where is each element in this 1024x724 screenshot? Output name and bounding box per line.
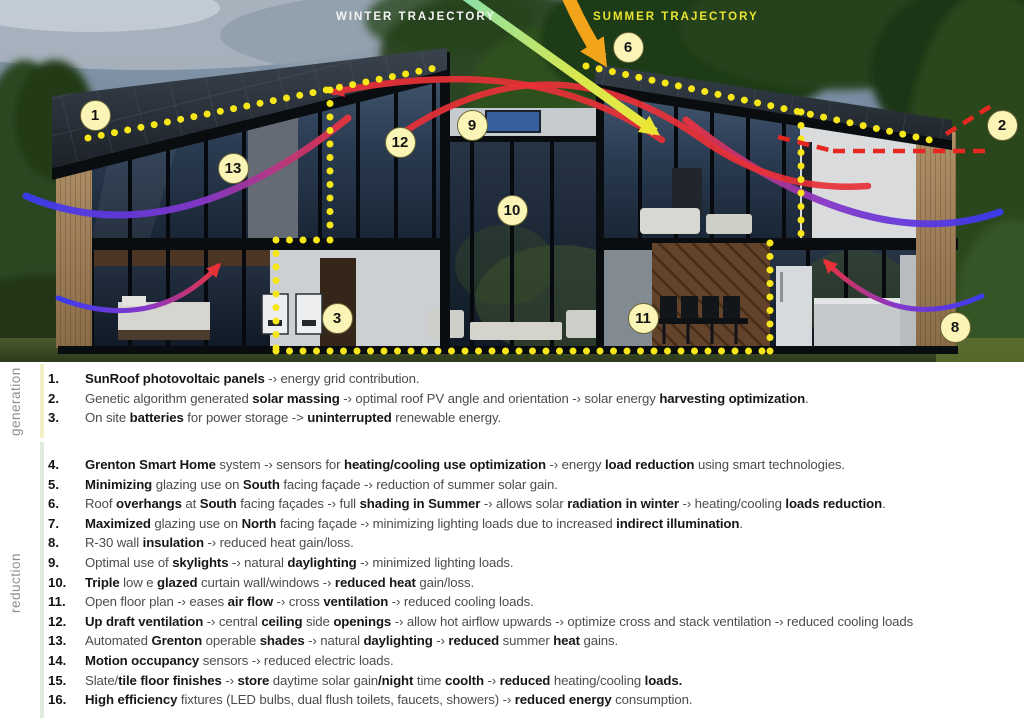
legend-item: 3. On site batteries for power storage -> uninterrupted renewable energy. [48,410,502,426]
callout-6: 6 [613,32,644,63]
skylight [486,111,540,132]
battery-unit [296,294,322,334]
legend-item: 12. Up draft ventilation -› central ceiling side openings -› allow hot airflow upwards -› optimize cross and stack ventilation -› reduced cooling loads [48,613,914,629]
legend-item: 8. R-30 wall insulation -› reduced heat gain/loss. [48,535,354,551]
reduction-label: reduction [8,552,23,614]
bed [118,302,210,330]
callout-1: 1 [80,100,111,131]
daybed [470,322,562,340]
legend-item: 16. High efficiency fixtures (LED bulbs, dual flush toilets, faucets, showers) -› reduced energy consumption. [48,692,693,708]
legend-item: 15. Slate/tile floor finishes -› store daytime solar gain/night time coolth -› reduced heating/cooling loads. [48,672,683,688]
legend [0,362,1024,724]
legend-item: 14. Motion occupancy sensors -› reduced electric loads. [48,652,394,668]
legend-item: 4. Grenton Smart Home system -› sensors for heating/cooling use optimization -› energy load reduction using smart technologies. [48,457,845,472]
generation-items [48,369,1024,428]
callout-12: 12 [385,127,416,158]
callout-10: 10 [497,195,528,226]
generation-strip [40,364,44,438]
legend-item: 6. Roof overhangs at South facing façades -› full shading in Summer -› allows solar radiation in winter -› heating/cooling loads reduction. [48,496,886,512]
callout-3: 3 [322,303,353,334]
armchair [566,310,598,338]
generation-label: generation [8,367,23,437]
battery-unit [262,294,288,334]
legend-item: 5. Minimizing glazing use on South facing façade -› reduction of summer solar gain. [48,476,558,492]
legend-item: 10. Triple low e glazed curtain wall/windows -› reduced heat gain/loss. [48,574,475,590]
reduction-items [48,455,1024,710]
legend-item: 11. Open floor plan -› eases air flow -› cross ventilation -› reduced cooling loads. [48,594,534,610]
winter-trajectory-label: WINTER TRAJECTORY [336,11,496,23]
generation-section [0,362,1024,442]
legend-item: 13. Automated Grenton operable shades -› natural daylighting -› reduced summer heat gains. [48,633,619,649]
legend-item: 1. SunRoof photovoltaic panels -› energy grid contribution. [48,371,420,386]
reduction-strip [40,442,44,718]
legend-item: 9. Optimal use of skylights -› natural daylighting -› minimized lighting loads. [48,554,514,570]
legend-item: 2. Genetic algorithm generated solar massing -› optimal roof PV angle and orientation -› solar energy harvesting optimization. [48,390,809,406]
summer-trajectory-label: SUMMER TRAJECTORY [593,11,759,23]
callout-11: 11 [628,303,659,334]
callout-9: 9 [457,110,488,141]
legend-item: 7. Maximized glazing use on North facing façade -› minimizing lighting loads due to increased indirect illumination. [48,515,743,531]
reduction-section [0,442,1024,724]
callout-13: 13 [218,153,249,184]
callout-8: 8 [940,312,971,343]
callout-2: 2 [987,110,1018,141]
upper-sofa [640,208,700,234]
